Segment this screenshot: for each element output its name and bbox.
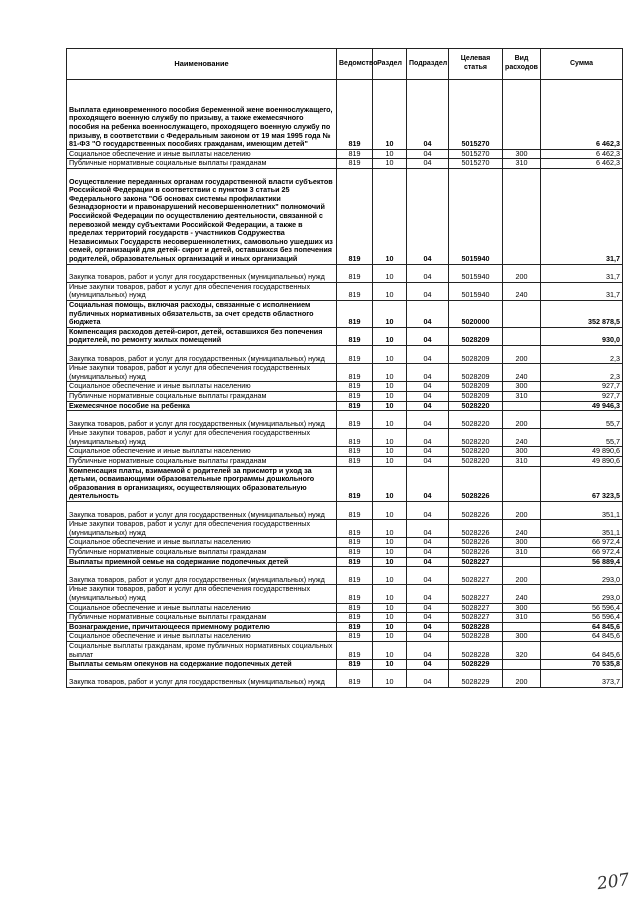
table-row	[67, 567, 623, 585]
cell-target: 5028229	[449, 660, 503, 670]
cell-name: Закупка товаров, работ и услуг для государственных (муниципальных) нужд	[67, 502, 337, 520]
cell-razdel: 10	[373, 168, 407, 264]
cell-sum: 927,7	[541, 391, 623, 401]
cell-podrazdel: 04	[407, 603, 449, 613]
table-row	[67, 641, 623, 659]
cell-sum: 6 462,3	[541, 149, 623, 159]
cell-sum: 66 972,4	[541, 538, 623, 548]
cell-vid	[503, 80, 541, 150]
cell-sum: 56 596,4	[541, 603, 623, 613]
cell-podrazdel: 04	[407, 345, 449, 363]
cell-target: 5028228	[449, 641, 503, 659]
cell-ved: 819	[337, 585, 373, 603]
cell-ved: 819	[337, 300, 373, 327]
cell-target: 5028226	[449, 538, 503, 548]
cell-name: Социальные выплаты гражданам, кроме публичных нормативных социальных выплат	[67, 641, 337, 659]
cell-name: Социальная помощь, включая расходы, связанные с исполнением публичных нормативных обязательств, за счет средств областного бюджета	[67, 300, 337, 327]
cell-ved: 819	[337, 457, 373, 467]
cell-target: 5028229	[449, 669, 503, 687]
cell-name: Выплата единовременного пособия беременной жене военнослужащего, проходящего военную службу по призыву, а также ежемесячного пособия на ребенка военнослужащего, проходящего военную службу по призыву, в соответствии с Федеральным законом от 19 мая 1995 года № 81-ФЗ "О государственных пособиях гражданам, имеющим детей"	[67, 80, 337, 150]
cell-vid: 300	[503, 447, 541, 457]
cell-vid	[503, 401, 541, 411]
page-number-handwritten: 207	[595, 869, 631, 895]
cell-name: Закупка товаров, работ и услуг для государственных (муниципальных) нужд	[67, 345, 337, 363]
cell-name: Публичные нормативные социальные выплаты гражданам	[67, 391, 337, 401]
cell-vid: 200	[503, 502, 541, 520]
cell-ved: 819	[337, 159, 373, 169]
cell-ved: 819	[337, 282, 373, 300]
cell-razdel: 10	[373, 364, 407, 382]
cell-sum: 6 462,3	[541, 159, 623, 169]
cell-ved: 819	[337, 429, 373, 447]
cell-razdel: 10	[373, 429, 407, 447]
cell-sum: 49 890,6	[541, 457, 623, 467]
cell-name: Закупка товаров, работ и услуг для государственных (муниципальных) нужд	[67, 669, 337, 687]
cell-name: Закупка товаров, работ и услуг для государственных (муниципальных) нужд	[67, 264, 337, 282]
cell-sum: 66 972,4	[541, 548, 623, 558]
cell-ved: 819	[337, 538, 373, 548]
cell-razdel: 10	[373, 159, 407, 169]
table-row	[67, 466, 623, 501]
cell-razdel: 10	[373, 345, 407, 363]
cell-sum: 352 878,5	[541, 300, 623, 327]
cell-vid: 200	[503, 567, 541, 585]
cell-ved: 819	[337, 401, 373, 411]
cell-podrazdel: 04	[407, 382, 449, 392]
header-target: Целевая статья	[449, 49, 503, 80]
table-row	[67, 632, 623, 642]
cell-sum: 64 845,6	[541, 641, 623, 659]
cell-name: Социальное обеспечение и иные выплаты населению	[67, 538, 337, 548]
cell-sum: 2,3	[541, 364, 623, 382]
cell-razdel: 10	[373, 557, 407, 567]
cell-target: 5028226	[449, 466, 503, 501]
cell-podrazdel: 04	[407, 585, 449, 603]
cell-target: 5028228	[449, 632, 503, 642]
cell-sum: 927,7	[541, 382, 623, 392]
cell-name: Публичные нормативные социальные выплаты гражданам	[67, 457, 337, 467]
cell-razdel: 10	[373, 327, 407, 345]
cell-name: Иные закупки товаров, работ и услуг для обеспечения государственных (муниципальных) нужд	[67, 520, 337, 538]
cell-sum: 6 462,3	[541, 80, 623, 150]
cell-vid: 200	[503, 345, 541, 363]
cell-target: 5015940	[449, 264, 503, 282]
table-row	[67, 548, 623, 558]
cell-vid	[503, 557, 541, 567]
table-header	[67, 49, 623, 80]
cell-podrazdel: 04	[407, 429, 449, 447]
cell-target: 5028209	[449, 364, 503, 382]
cell-vid: 300	[503, 632, 541, 642]
cell-podrazdel: 04	[407, 567, 449, 585]
cell-podrazdel: 04	[407, 159, 449, 169]
cell-razdel: 10	[373, 466, 407, 501]
cell-target: 5015940	[449, 168, 503, 264]
cell-sum: 31,7	[541, 282, 623, 300]
cell-vid	[503, 300, 541, 327]
cell-ved: 819	[337, 502, 373, 520]
cell-razdel: 10	[373, 632, 407, 642]
cell-name: Осуществление переданных органам государственной власти субъектов Российской Федерации в соответствии с пунктом 3 статьи 25 Федерального закона "Об основах системы профилактики безнадзорности и правонарушений несовершеннолетних" полномочий Российской Федерации по осуществлению деятельности, связанной с перевозкой между субъектами Российской Федерации, а также в пределах территорий государств - участников Содружества Независимых Государств несовершеннолетних, самовольно ушедших из семей, организаций для детей- сирот и детей, оставшихся без попечения родителей, образовательных организаций и иных организаций	[67, 168, 337, 264]
cell-target: 5028209	[449, 327, 503, 345]
cell-podrazdel: 04	[407, 520, 449, 538]
cell-vid: 310	[503, 159, 541, 169]
cell-sum: 930,0	[541, 327, 623, 345]
cell-ved: 819	[337, 660, 373, 670]
cell-sum: 56 596,4	[541, 613, 623, 623]
cell-ved: 819	[337, 327, 373, 345]
table-row	[67, 264, 623, 282]
cell-podrazdel: 04	[407, 622, 449, 632]
cell-name: Вознаграждение, причитающееся приемному родителю	[67, 622, 337, 632]
cell-sum: 64 845,6	[541, 622, 623, 632]
cell-target: 5028220	[449, 447, 503, 457]
cell-name: Иные закупки товаров, работ и услуг для обеспечения государственных (муниципальных) нужд	[67, 585, 337, 603]
cell-target: 5028226	[449, 502, 503, 520]
cell-name: Социальное обеспечение и иные выплаты населению	[67, 603, 337, 613]
cell-sum: 2,3	[541, 345, 623, 363]
cell-sum: 293,0	[541, 567, 623, 585]
cell-target: 5028226	[449, 520, 503, 538]
cell-ved: 819	[337, 382, 373, 392]
cell-target: 5028227	[449, 585, 503, 603]
cell-sum: 351,1	[541, 520, 623, 538]
table-row	[67, 557, 623, 567]
cell-target: 5015270	[449, 80, 503, 150]
cell-name: Иные закупки товаров, работ и услуг для обеспечения государственных (муниципальных) нужд	[67, 429, 337, 447]
cell-name: Ежемесячное пособие на ребенка	[67, 401, 337, 411]
cell-podrazdel: 04	[407, 411, 449, 429]
cell-ved: 819	[337, 669, 373, 687]
table-row	[67, 282, 623, 300]
table-row	[67, 520, 623, 538]
cell-sum: 67 323,5	[541, 466, 623, 501]
cell-name: Социальное обеспечение и иные выплаты населению	[67, 382, 337, 392]
cell-razdel: 10	[373, 641, 407, 659]
header-name: Наименование	[67, 49, 337, 80]
table-row	[67, 502, 623, 520]
cell-podrazdel: 04	[407, 264, 449, 282]
cell-razdel: 10	[373, 585, 407, 603]
cell-name: Закупка товаров, работ и услуг для государственных (муниципальных) нужд	[67, 567, 337, 585]
cell-target: 5028220	[449, 429, 503, 447]
cell-name: Иные закупки товаров, работ и услуг для обеспечения государственных (муниципальных) нужд	[67, 364, 337, 382]
cell-sum: 351,1	[541, 502, 623, 520]
cell-name: Выплаты приемной семье на содержание подопечных детей	[67, 557, 337, 567]
cell-ved: 819	[337, 80, 373, 150]
table-body	[67, 80, 623, 688]
cell-target: 5028227	[449, 567, 503, 585]
cell-podrazdel: 04	[407, 538, 449, 548]
table-row	[67, 457, 623, 467]
table-row	[67, 80, 623, 150]
cell-razdel: 10	[373, 411, 407, 429]
table-row	[67, 401, 623, 411]
cell-vid: 200	[503, 411, 541, 429]
cell-vid: 300	[503, 603, 541, 613]
cell-vid	[503, 327, 541, 345]
cell-vid: 310	[503, 548, 541, 558]
cell-target: 5028220	[449, 411, 503, 429]
cell-podrazdel: 04	[407, 168, 449, 264]
cell-vid: 240	[503, 282, 541, 300]
cell-razdel: 10	[373, 80, 407, 150]
cell-ved: 819	[337, 622, 373, 632]
cell-razdel: 10	[373, 149, 407, 159]
cell-vid: 320	[503, 641, 541, 659]
cell-ved: 819	[337, 567, 373, 585]
cell-name: Компенсация платы, взимаемой с родителей за присмотр и уход за детьми, осваивающими образовательные программы дошкольного образования в организациях, осуществляющих образовательную деятельность	[67, 466, 337, 501]
cell-target: 5028227	[449, 603, 503, 613]
cell-target: 5028220	[449, 401, 503, 411]
cell-ved: 819	[337, 603, 373, 613]
table-row	[67, 168, 623, 264]
cell-name: Иные закупки товаров, работ и услуг для обеспечения государственных (муниципальных) нужд	[67, 282, 337, 300]
cell-ved: 819	[337, 466, 373, 501]
header-razdel: Раздел	[373, 49, 407, 80]
cell-podrazdel: 04	[407, 401, 449, 411]
budget-table	[66, 48, 623, 688]
cell-vid: 240	[503, 520, 541, 538]
cell-razdel: 10	[373, 264, 407, 282]
cell-podrazdel: 04	[407, 149, 449, 159]
cell-sum: 49 946,3	[541, 401, 623, 411]
cell-vid	[503, 168, 541, 264]
cell-podrazdel: 04	[407, 632, 449, 642]
table-row	[67, 345, 623, 363]
header-podrazdel: Подраздел	[407, 49, 449, 80]
table-row	[67, 159, 623, 169]
cell-vid: 300	[503, 149, 541, 159]
cell-vid: 200	[503, 669, 541, 687]
cell-ved: 819	[337, 345, 373, 363]
cell-razdel: 10	[373, 300, 407, 327]
cell-podrazdel: 04	[407, 457, 449, 467]
cell-vid	[503, 660, 541, 670]
header-sum: Сумма	[541, 49, 623, 80]
cell-vid: 240	[503, 364, 541, 382]
cell-sum: 70 535,8	[541, 660, 623, 670]
cell-vid	[503, 466, 541, 501]
cell-name: Публичные нормативные социальные выплаты гражданам	[67, 548, 337, 558]
cell-podrazdel: 04	[407, 282, 449, 300]
cell-podrazdel: 04	[407, 391, 449, 401]
cell-ved: 819	[337, 632, 373, 642]
cell-podrazdel: 04	[407, 327, 449, 345]
cell-sum: 64 845,6	[541, 632, 623, 642]
cell-name: Выплаты семьям опекунов на содержание подопечных детей	[67, 660, 337, 670]
cell-podrazdel: 04	[407, 364, 449, 382]
cell-ved: 819	[337, 264, 373, 282]
cell-razdel: 10	[373, 401, 407, 411]
cell-sum: 373,7	[541, 669, 623, 687]
cell-razdel: 10	[373, 567, 407, 585]
cell-target: 5028228	[449, 622, 503, 632]
cell-ved: 819	[337, 149, 373, 159]
cell-razdel: 10	[373, 520, 407, 538]
cell-sum: 31,7	[541, 264, 623, 282]
cell-sum: 55,7	[541, 411, 623, 429]
cell-vid: 240	[503, 429, 541, 447]
cell-sum: 56 889,4	[541, 557, 623, 567]
cell-razdel: 10	[373, 613, 407, 623]
cell-razdel: 10	[373, 660, 407, 670]
cell-name: Публичные нормативные социальные выплаты гражданам	[67, 613, 337, 623]
cell-name: Социальное обеспечение и иные выплаты населению	[67, 447, 337, 457]
cell-razdel: 10	[373, 538, 407, 548]
cell-razdel: 10	[373, 622, 407, 632]
table-row	[67, 613, 623, 623]
cell-razdel: 10	[373, 502, 407, 520]
cell-razdel: 10	[373, 282, 407, 300]
cell-podrazdel: 04	[407, 466, 449, 501]
cell-podrazdel: 04	[407, 502, 449, 520]
cell-podrazdel: 04	[407, 669, 449, 687]
cell-target: 5028227	[449, 557, 503, 567]
cell-ved: 819	[337, 411, 373, 429]
cell-podrazdel: 04	[407, 300, 449, 327]
cell-target: 5015940	[449, 282, 503, 300]
cell-name: Закупка товаров, работ и услуг для государственных (муниципальных) нужд	[67, 411, 337, 429]
table-row	[67, 382, 623, 392]
table-row	[67, 300, 623, 327]
table-row	[67, 327, 623, 345]
cell-name: Компенсация расходов детей-сирот, детей, оставшихся без попечения родителей, по ремонту жилых помещений	[67, 327, 337, 345]
cell-vid: 310	[503, 391, 541, 401]
cell-razdel: 10	[373, 457, 407, 467]
cell-vid: 310	[503, 613, 541, 623]
cell-razdel: 10	[373, 391, 407, 401]
cell-target: 5028220	[449, 457, 503, 467]
cell-vid: 310	[503, 457, 541, 467]
cell-podrazdel: 04	[407, 548, 449, 558]
table-row	[67, 585, 623, 603]
cell-sum: 31,7	[541, 168, 623, 264]
cell-vid: 240	[503, 585, 541, 603]
cell-ved: 819	[337, 447, 373, 457]
cell-ved: 819	[337, 641, 373, 659]
cell-sum: 49 890,6	[541, 447, 623, 457]
cell-podrazdel: 04	[407, 660, 449, 670]
cell-razdel: 10	[373, 548, 407, 558]
cell-ved: 819	[337, 391, 373, 401]
cell-target: 5015270	[449, 149, 503, 159]
cell-target: 5028209	[449, 345, 503, 363]
cell-podrazdel: 04	[407, 447, 449, 457]
table-row	[67, 429, 623, 447]
cell-target: 5015270	[449, 159, 503, 169]
table-row	[67, 660, 623, 670]
cell-vid: 300	[503, 382, 541, 392]
cell-target: 5028209	[449, 391, 503, 401]
table-row	[67, 391, 623, 401]
cell-ved: 819	[337, 548, 373, 558]
cell-podrazdel: 04	[407, 641, 449, 659]
cell-vid: 200	[503, 264, 541, 282]
cell-podrazdel: 04	[407, 80, 449, 150]
table-row	[67, 669, 623, 687]
cell-sum: 293,0	[541, 585, 623, 603]
cell-name: Публичные нормативные социальные выплаты гражданам	[67, 159, 337, 169]
cell-ved: 819	[337, 557, 373, 567]
cell-razdel: 10	[373, 603, 407, 613]
table-row	[67, 364, 623, 382]
cell-name: Социальное обеспечение и иные выплаты населению	[67, 632, 337, 642]
cell-razdel: 10	[373, 382, 407, 392]
cell-target: 5028226	[449, 548, 503, 558]
table-row	[67, 411, 623, 429]
cell-ved: 819	[337, 364, 373, 382]
header-vid: Вид расходов	[503, 49, 541, 80]
cell-target: 5028227	[449, 613, 503, 623]
cell-ved: 819	[337, 613, 373, 623]
cell-vid: 300	[503, 538, 541, 548]
cell-ved: 819	[337, 520, 373, 538]
cell-name: Социальное обеспечение и иные выплаты населению	[67, 149, 337, 159]
cell-podrazdel: 04	[407, 613, 449, 623]
cell-razdel: 10	[373, 669, 407, 687]
header-ved: Ведомство	[337, 49, 373, 80]
cell-sum: 55,7	[541, 429, 623, 447]
cell-target: 5028209	[449, 382, 503, 392]
cell-podrazdel: 04	[407, 557, 449, 567]
cell-razdel: 10	[373, 447, 407, 457]
cell-target: 5020000	[449, 300, 503, 327]
cell-ved: 819	[337, 168, 373, 264]
